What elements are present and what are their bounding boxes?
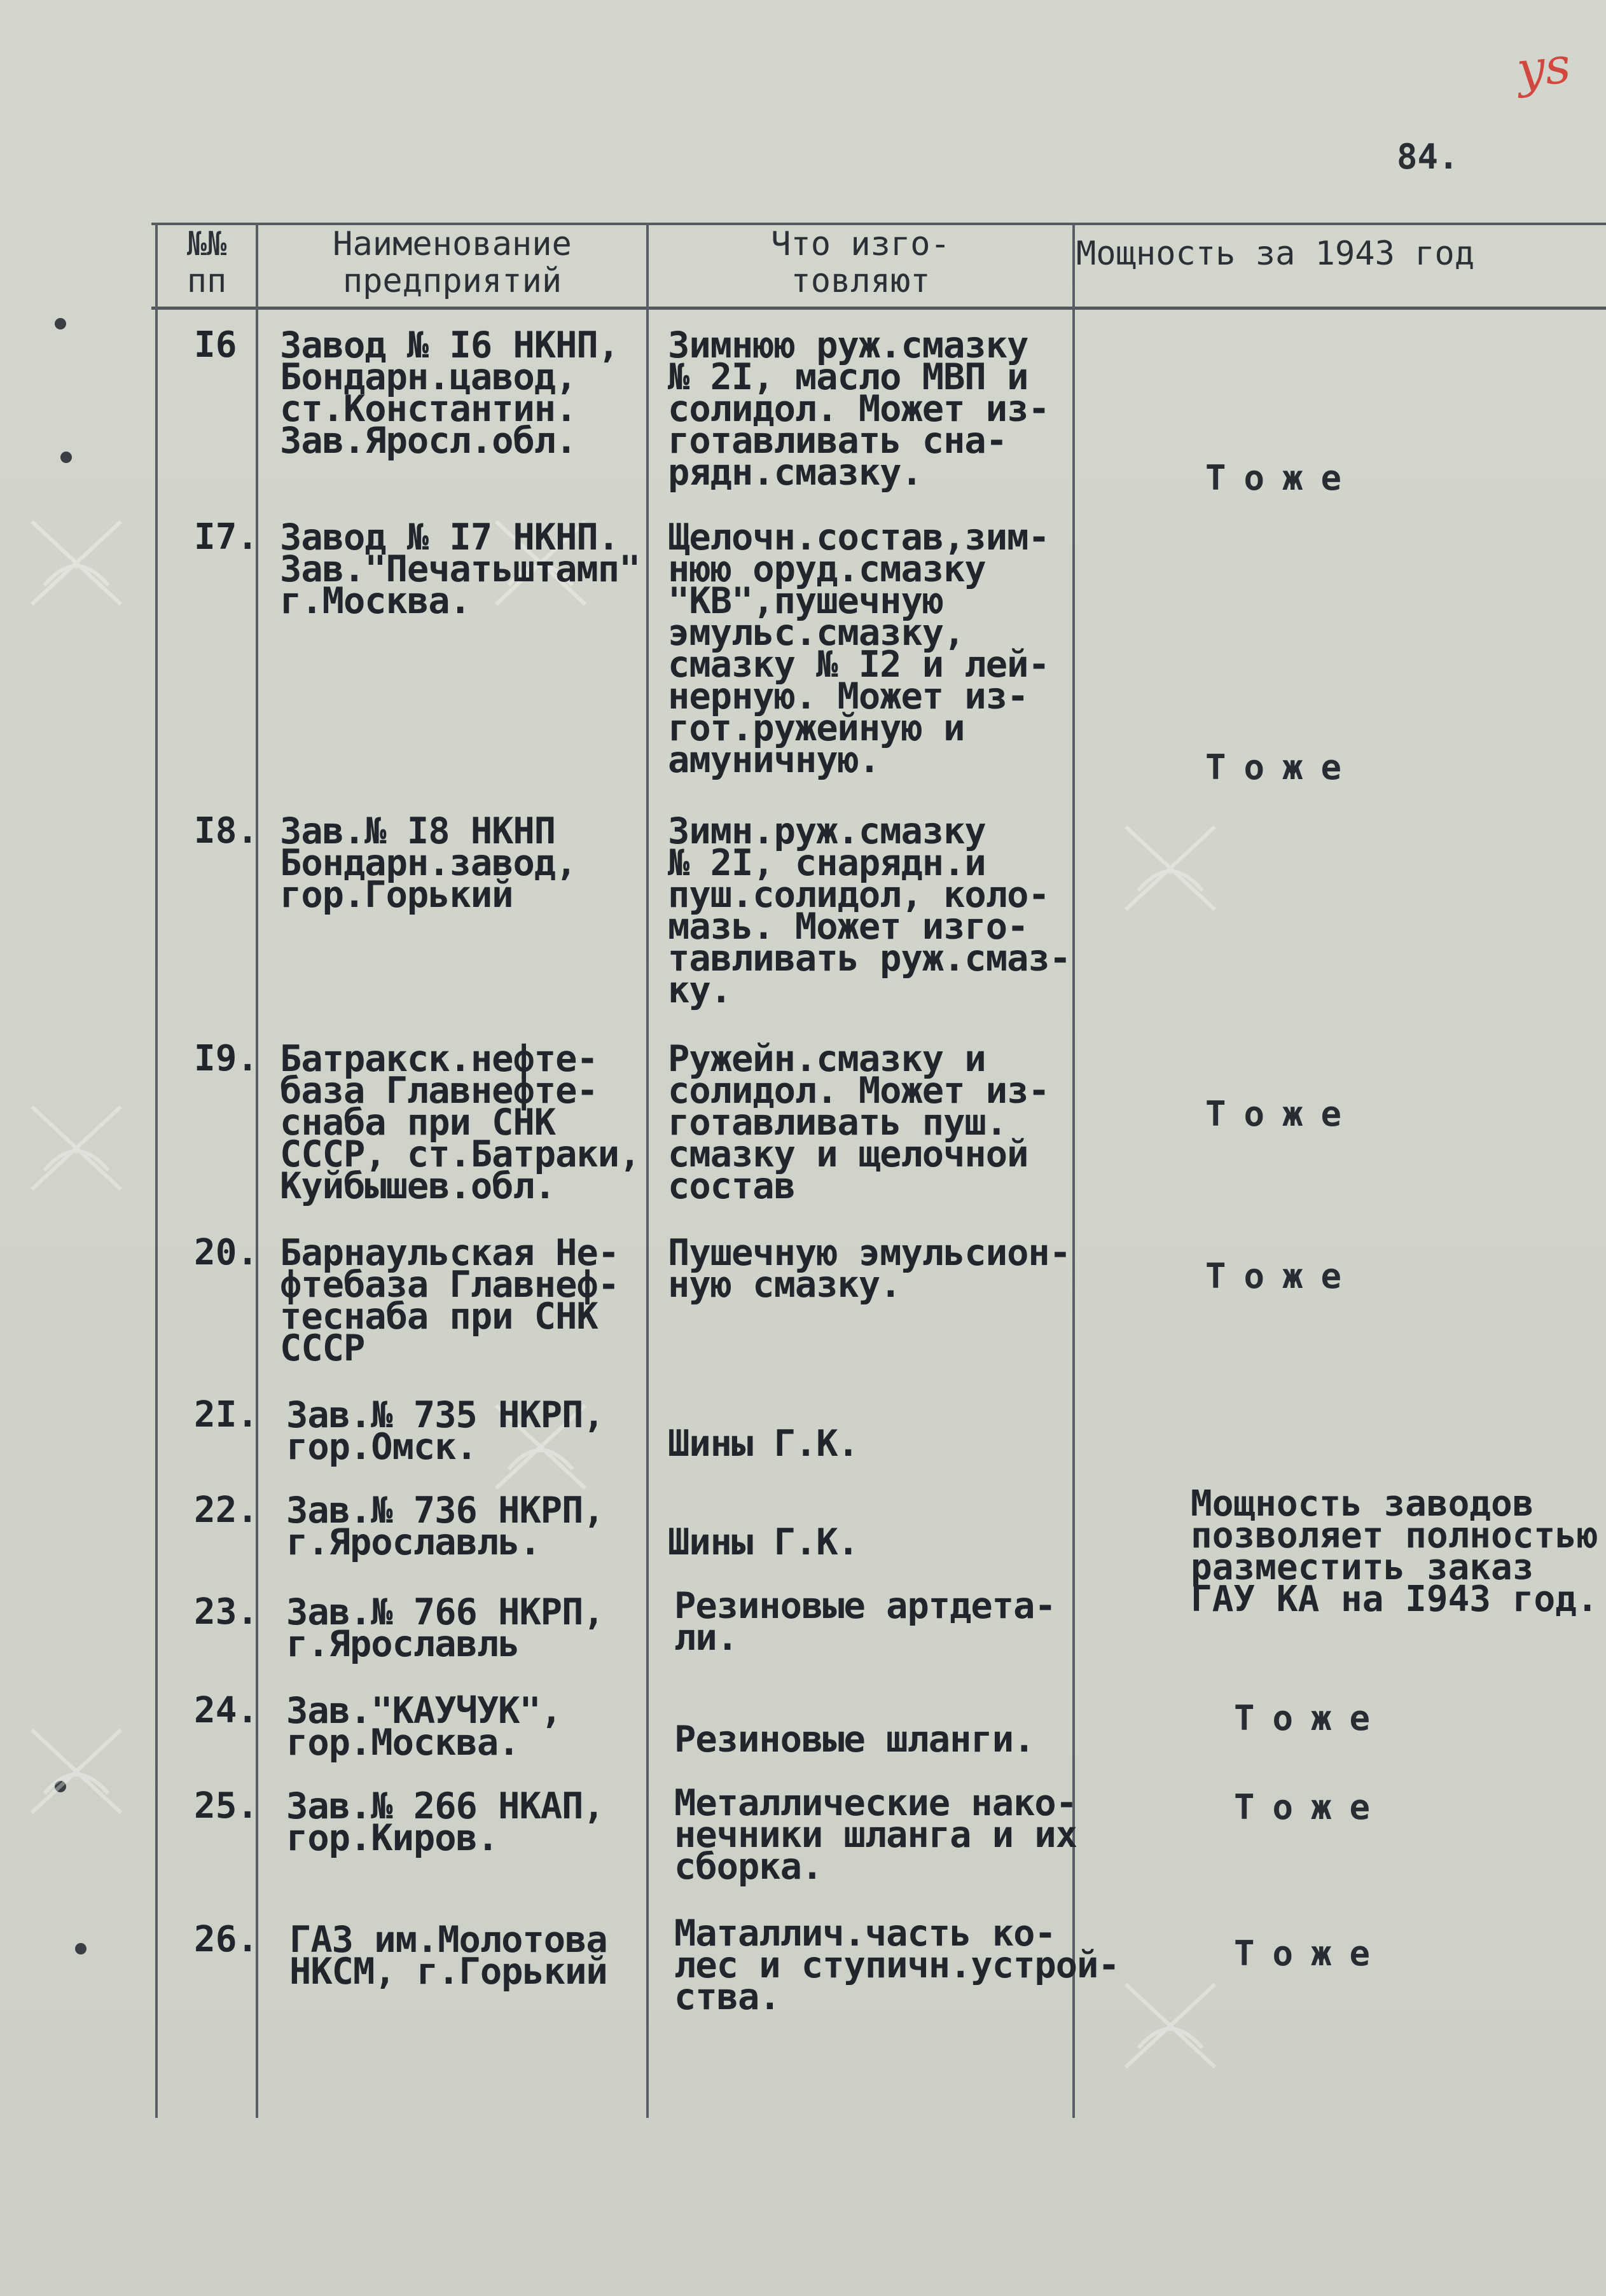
page-number: 84. (1397, 137, 1459, 177)
row-number: 23. (194, 1591, 259, 1633)
table-header-border (151, 307, 1606, 310)
table-left-border (155, 223, 158, 2118)
punch-hole (60, 452, 72, 463)
punch-hole (75, 1943, 87, 1954)
product-description: Резиновые шланги. (674, 1719, 1035, 1760)
enterprise-name: Зав.№ 736 НКРП, г.Ярославль. (286, 1490, 604, 1563)
capacity-same: Тоже (1234, 1933, 1388, 1974)
capacity-same: Тоже (1205, 747, 1360, 787)
row-number: 25. (194, 1785, 259, 1827)
column-divider (256, 223, 258, 2118)
product-description: Пушечную эмульсион- ную смазку. (668, 1232, 1071, 1306)
enterprise-name: Зав.№ 266 НКАП, гор.Киров. (286, 1785, 604, 1859)
enterprise-name: Батракск.нефте- база Главнефте- снаба при СНК СССР, ст.Батраки, Куйбышев.обл. (280, 1038, 640, 1207)
product-description: Щелочн.состав,зим- нюю оруд.смазку "КВ",пушечную эмульс.смазку, смазку № I2 и лей- нерную. Может из- гот.ружейную и амуничную. (668, 516, 1049, 781)
watermark-emblem (1113, 814, 1228, 922)
enterprise-name: Зав.№ 766 НКРП, г.Ярославль (286, 1591, 604, 1665)
row-number: I9. (194, 1038, 259, 1079)
capacity-same: Тоже (1234, 1787, 1388, 1827)
punch-hole (55, 318, 66, 329)
product-description: Зимнюю руж.смазку № 2I, масло МВП и солидол. Может из- готавливать сна- рядн.смазку. (668, 324, 1049, 494)
row-number: 22. (194, 1490, 259, 1531)
row-number: 26. (194, 1919, 259, 1960)
product-description: Шины Г.К. (668, 1423, 859, 1465)
capacity-same: Тоже (1234, 1698, 1388, 1738)
row-number: 20. (194, 1232, 259, 1273)
enterprise-name: Зав."КАУЧУК", гор.Москва. (286, 1690, 562, 1764)
capacity-note: Мощность заводов позволяет полностью разместить заказ ГАУ КА на I943 год. (1191, 1483, 1598, 1620)
row-number: I8. (194, 810, 259, 852)
product-description: Зимн.руж.смазку № 2I, снарядн.и пуш.солидол, коло- мазь. Может изго- тавливать руж.смаз- ку. (668, 810, 1071, 1011)
product-description: Резиновые артдета- ли. (674, 1585, 1056, 1659)
watermark-emblem (19, 509, 134, 617)
watermark-emblem (1113, 1972, 1228, 2080)
archive-mark: ys (1514, 36, 1574, 100)
product-description: Шины Г.К. (668, 1521, 859, 1563)
row-number: 24. (194, 1690, 259, 1731)
capacity-same: Тоже (1205, 1256, 1360, 1296)
enterprise-name: Завод № I7 НКНП. Зав."Печатьштамп" г.Москва. (280, 516, 640, 622)
header-name: Наименование предприятий (333, 225, 572, 300)
capacity-same: Тоже (1205, 458, 1360, 498)
product-description: Металлические нако- нечники шланга и их сборка. (674, 1782, 1077, 1888)
enterprise-name: Зав.№ 735 НКРП, гор.Омск. (286, 1394, 604, 1468)
header-number: №№ пп (186, 225, 227, 300)
enterprise-name: Барнаульская Не- фтебаза Главнеф- теснаба при СНК СССР (280, 1232, 620, 1369)
row-number: 2I. (194, 1394, 259, 1435)
product-description: Маталлич.часть ко- лес и ступичн.устрой- ства. (674, 1912, 1119, 2018)
row-number: I7. (194, 516, 259, 558)
watermark-emblem (19, 1094, 134, 1202)
product-description: Ружейн.смазку и солидол. Может из- готавливать пуш. смазку и щелочной состав (668, 1038, 1049, 1207)
header-product: Что изго- товляют (771, 225, 950, 300)
watermark-emblem (19, 1717, 134, 1825)
capacity-same: Тоже (1205, 1094, 1360, 1134)
enterprise-name: Завод № I6 НКНП, Бондарн.цавод, ст.Константин. Зав.Яросл.обл. (280, 324, 620, 462)
enterprise-name: ГАЗ им.Молотова НКСМ, г.Горький (289, 1919, 607, 1993)
enterprise-name: Зав.№ I8 НКНП Бондарн.завод, гор.Горький (280, 810, 577, 916)
header-capacity: Мощность за 1943 год (1076, 235, 1475, 273)
column-divider (646, 223, 649, 2118)
row-number: I6 (194, 324, 237, 366)
